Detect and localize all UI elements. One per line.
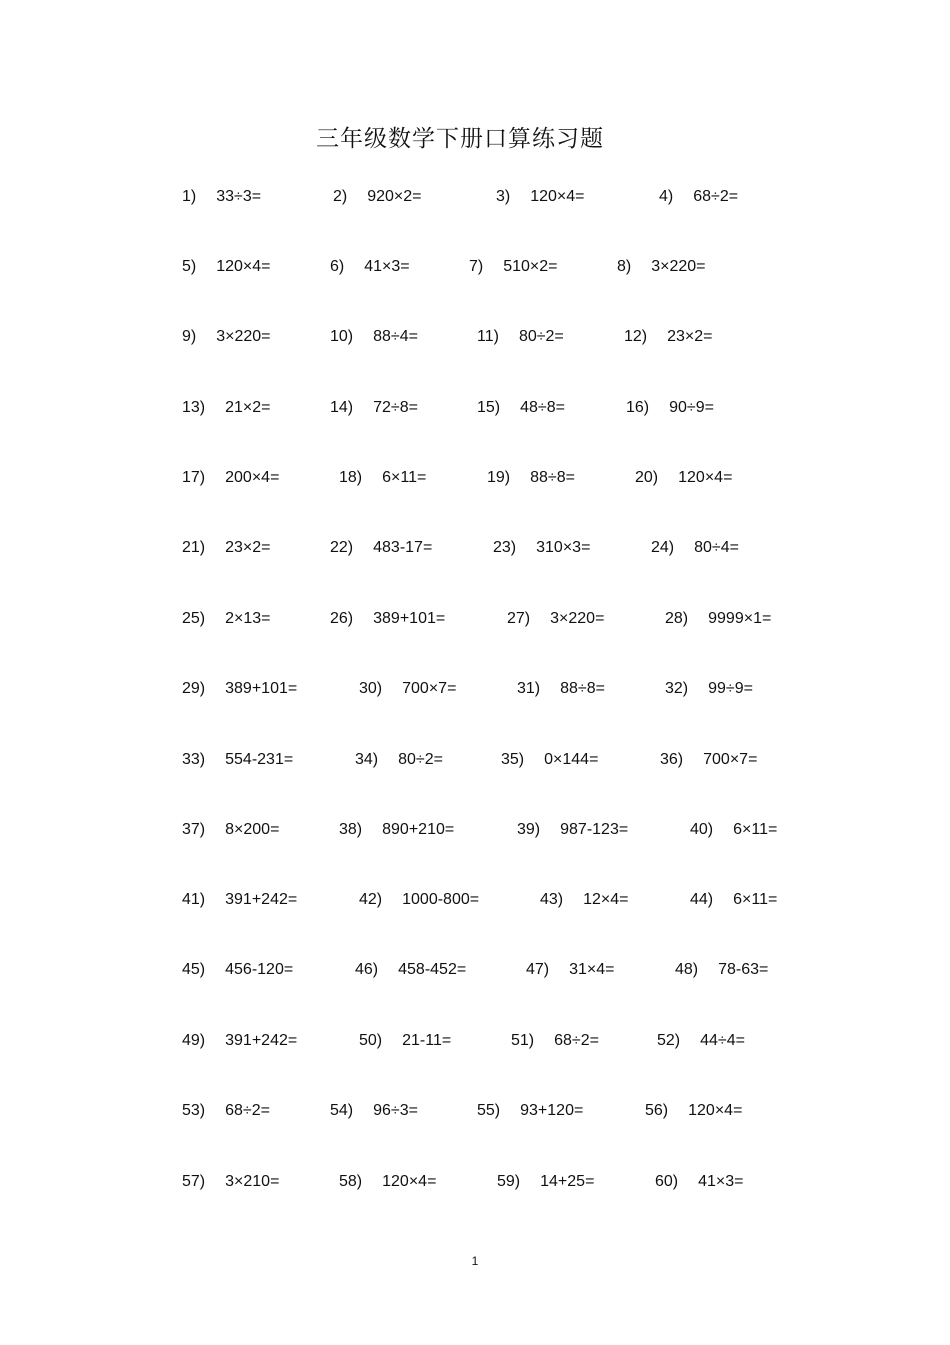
problem-number: 57) [182, 1173, 206, 1190]
problem-expression: 88÷8= [530, 469, 575, 486]
problem-expression: 80÷2= [518, 328, 564, 345]
problem-expression: 890+210= [382, 821, 455, 838]
problem-expression: 3×220= [550, 610, 605, 627]
problem-expression: 80÷2= [398, 751, 443, 768]
problem-number: 36) [660, 751, 684, 768]
problem-item [477, 399, 565, 417]
problem-number: 4) [659, 188, 674, 205]
problem-expression: 391+242= [225, 891, 298, 908]
problem-item [517, 680, 605, 698]
problem-item [665, 680, 753, 698]
problem-expression: 12×4= [583, 891, 629, 908]
problem-item [493, 539, 590, 557]
problem-expression: 96÷3= [373, 1102, 418, 1119]
problem-number: 8) [617, 258, 632, 275]
problem-number: 7) [469, 258, 484, 275]
problem-number: 39) [517, 821, 541, 838]
problem-number: 41) [182, 891, 206, 908]
problem-item [355, 751, 443, 769]
problem-number: 17) [182, 469, 206, 486]
problem-item [339, 1173, 436, 1191]
problem-expression: 88÷8= [560, 680, 605, 697]
problem-number: 18) [339, 469, 363, 486]
problem-number: 13) [182, 399, 206, 416]
problem-expression: 68÷2= [554, 1032, 599, 1049]
problem-number: 32) [665, 680, 689, 697]
problem-item [497, 1173, 594, 1191]
problem-number: 14) [330, 399, 354, 416]
problem-number: 30) [359, 680, 383, 697]
problem-item [624, 328, 713, 346]
problem-expression: 3×220= [216, 328, 271, 345]
problem-number: 45) [182, 961, 206, 978]
problem-item [182, 610, 271, 628]
problem-number: 50) [359, 1032, 383, 1049]
problem-item [477, 328, 564, 346]
problem-expression: 99÷9= [708, 680, 753, 697]
problem-expression: 9999×1= [708, 610, 772, 627]
problem-expression: 200×4= [225, 469, 280, 486]
problem-expression: 0×144= [544, 751, 599, 768]
problem-expression: 8×200= [225, 821, 280, 838]
problem-number: 25) [182, 610, 206, 627]
problem-item [359, 1032, 451, 1050]
problem-item [511, 1032, 599, 1050]
problem-item [501, 751, 598, 769]
problem-item [477, 1102, 583, 1120]
problem-number: 20) [635, 469, 659, 486]
problem-item [690, 821, 777, 839]
problem-number: 22) [330, 539, 354, 556]
problem-expression: 700×7= [703, 751, 758, 768]
problem-expression: 920×2= [367, 188, 422, 205]
page-title: 三年级数学下册口算练习题 [316, 126, 604, 152]
problem-expression: 78-63= [718, 961, 769, 978]
problem-number: 51) [511, 1032, 535, 1049]
problem-number: 47) [526, 961, 550, 978]
problem-expression: 3×210= [225, 1173, 280, 1190]
problem-expression: 120×4= [678, 469, 733, 486]
problem-expression: 68÷2= [225, 1102, 270, 1119]
problem-item [635, 469, 732, 487]
problem-expression: 6×11= [382, 469, 427, 486]
problem-item [675, 961, 768, 979]
problem-number: 31) [517, 680, 541, 697]
problem-number: 6) [330, 258, 345, 275]
problem-expression: 6×11= [733, 821, 778, 838]
problem-expression: 80÷4= [694, 539, 739, 556]
problem-item [469, 258, 558, 276]
problem-expression: 391+242= [225, 1032, 298, 1049]
problem-item [665, 610, 771, 628]
problem-expression: 120×4= [216, 258, 271, 275]
problem-item [359, 891, 479, 909]
problem-expression: 88÷4= [373, 328, 418, 345]
problem-item [339, 821, 454, 839]
problem-number: 12) [624, 328, 648, 345]
problem-item [330, 328, 418, 346]
problem-item [182, 751, 293, 769]
problem-item [330, 399, 418, 417]
problem-expression: 389+101= [225, 680, 298, 697]
problem-number: 21) [182, 539, 206, 556]
problem-expression: 987-123= [560, 821, 629, 838]
problem-expression: 23×2= [225, 539, 271, 556]
problem-number: 26) [330, 610, 354, 627]
problem-number: 34) [355, 751, 379, 768]
problem-item [659, 188, 738, 206]
problem-item [330, 1102, 418, 1120]
problem-item [617, 258, 706, 276]
problem-number: 11) [477, 328, 499, 345]
problem-number: 54) [330, 1102, 354, 1119]
problem-item [182, 821, 279, 839]
problem-number: 44) [690, 891, 714, 908]
problem-item [182, 891, 297, 909]
problem-item [645, 1102, 742, 1120]
problem-number: 23) [493, 539, 517, 556]
problem-expression: 700×7= [402, 680, 457, 697]
problem-expression: 93+120= [520, 1102, 584, 1119]
problem-expression: 48÷8= [520, 399, 565, 416]
problem-expression: 23×2= [667, 328, 713, 345]
problem-number: 55) [477, 1102, 501, 1119]
problem-number: 46) [355, 961, 379, 978]
problem-expression: 31×4= [569, 961, 615, 978]
problem-expression: 21×2= [225, 399, 271, 416]
problem-item [540, 891, 629, 909]
problem-item [359, 680, 456, 698]
problem-item [330, 539, 432, 557]
problem-expression: 554-231= [225, 751, 294, 768]
problem-number: 16) [626, 399, 650, 416]
problem-item [660, 751, 757, 769]
problem-number: 40) [690, 821, 714, 838]
problem-number: 33) [182, 751, 206, 768]
problem-item [626, 399, 714, 417]
problem-number: 49) [182, 1032, 206, 1049]
problem-item [182, 328, 271, 346]
problem-number: 27) [507, 610, 531, 627]
problem-expression: 389+101= [373, 610, 446, 627]
problem-number: 29) [182, 680, 206, 697]
problem-expression: 68÷2= [693, 188, 739, 205]
problem-item [330, 258, 410, 276]
problem-number: 59) [497, 1173, 521, 1190]
problem-item [182, 258, 271, 276]
problem-expression: 483-17= [373, 539, 433, 556]
problem-number: 1) [182, 188, 197, 205]
problem-item [526, 961, 615, 979]
problem-number: 38) [339, 821, 363, 838]
problem-expression: 21-11= [402, 1032, 452, 1049]
problem-number: 9) [182, 328, 197, 345]
problem-item [182, 399, 271, 417]
problem-item [330, 610, 445, 628]
problem-expression: 120×4= [382, 1173, 437, 1190]
problem-item [355, 961, 466, 979]
problem-item [182, 469, 279, 487]
problem-expression: 41×3= [698, 1173, 744, 1190]
problem-number: 35) [501, 751, 525, 768]
problem-number: 52) [657, 1032, 681, 1049]
problem-number: 3) [496, 188, 511, 205]
problem-number: 53) [182, 1102, 206, 1119]
problem-expression: 14+25= [540, 1173, 595, 1190]
problem-number: 58) [339, 1173, 363, 1190]
problem-item [333, 188, 422, 206]
problem-item [182, 1173, 279, 1191]
problem-number: 37) [182, 821, 206, 838]
problem-expression: 90÷9= [669, 399, 714, 416]
problem-number: 5) [182, 258, 197, 275]
problem-number: 28) [665, 610, 689, 627]
problem-expression: 456-120= [225, 961, 294, 978]
problem-item [182, 188, 261, 206]
problem-number: 60) [655, 1173, 679, 1190]
problem-expression: 33÷3= [216, 188, 262, 205]
problem-item [690, 891, 777, 909]
problem-item [182, 961, 293, 979]
problem-expression: 3×220= [651, 258, 706, 275]
problem-item [507, 610, 604, 628]
problem-item [182, 680, 297, 698]
problem-number: 56) [645, 1102, 669, 1119]
problem-expression: 310×3= [536, 539, 591, 556]
problem-number: 42) [359, 891, 383, 908]
page-number: 1 [471, 1254, 479, 1268]
problem-expression: 72÷8= [373, 399, 418, 416]
problem-item [657, 1032, 745, 1050]
problem-item [182, 1102, 270, 1120]
problem-expression: 1000-800= [402, 891, 480, 908]
problem-number: 19) [487, 469, 511, 486]
problem-item [517, 821, 628, 839]
problem-expression: 41×3= [364, 258, 410, 275]
problem-expression: 120×4= [530, 188, 585, 205]
problem-number: 43) [540, 891, 564, 908]
problem-expression: 6×11= [733, 891, 778, 908]
problem-expression: 44÷4= [700, 1032, 745, 1049]
problem-expression: 2×13= [225, 610, 271, 627]
problem-item [655, 1173, 744, 1191]
problem-number: 10) [330, 328, 354, 345]
problem-number: 24) [651, 539, 675, 556]
problem-expression: 510×2= [503, 258, 558, 275]
problem-number: 48) [675, 961, 699, 978]
problem-number: 15) [477, 399, 501, 416]
problem-item [339, 469, 426, 487]
problem-item [182, 539, 271, 557]
problem-expression: 458-452= [398, 961, 467, 978]
problem-item [487, 469, 575, 487]
problem-expression: 120×4= [688, 1102, 743, 1119]
problem-number: 2) [333, 188, 348, 205]
problem-item [496, 188, 585, 206]
problem-item [182, 1032, 297, 1050]
problem-item [651, 539, 739, 557]
